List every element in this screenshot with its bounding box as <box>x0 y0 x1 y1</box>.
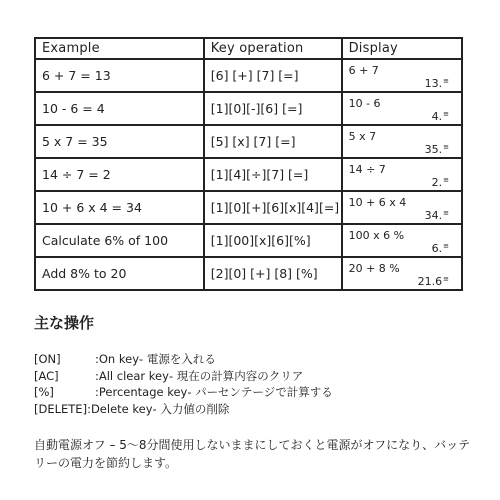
display-equal-mark: ≡ <box>443 275 449 283</box>
display-result <box>425 143 449 156</box>
list-item <box>34 351 333 368</box>
key-description: - 入力値の削除 <box>152 401 230 416</box>
display-result <box>425 77 449 90</box>
display-result <box>432 242 449 255</box>
header-example: Example <box>35 38 204 59</box>
display-equal-mark: ≡ <box>443 110 449 118</box>
example-cell: 10 - 6 = 4 <box>35 92 204 125</box>
display-cell <box>342 59 462 92</box>
key-title: On key <box>98 352 140 366</box>
example-cell: 14 ÷ 7 = 2 <box>35 158 204 191</box>
display-result-value: 13. <box>424 77 443 90</box>
display-input: 20 + 8 % <box>348 262 400 275</box>
table-row <box>35 158 462 191</box>
display-input: 10 - 6 <box>348 97 381 110</box>
table-row <box>35 257 462 290</box>
display-input: 5 x 7 <box>348 130 377 143</box>
table-row <box>35 92 462 125</box>
example-cell: 6 + 7 = 13 <box>35 59 204 92</box>
list-item <box>34 384 333 401</box>
key-operation-cell: [1][00][x][6][%] <box>204 224 342 257</box>
key-description: - 現在の計算内容のクリア <box>168 368 304 383</box>
key-label: [%] <box>34 385 54 399</box>
main-operations-heading: 主な操作 <box>34 314 95 332</box>
key-operation-cell: [1][0][+][6][x][4][=] <box>204 191 342 224</box>
display-equal-mark: ≡ <box>443 242 449 250</box>
example-cell: Add 8% to 20 <box>35 257 204 290</box>
key-label: [ON] <box>34 352 61 366</box>
display-cell <box>342 92 462 125</box>
display-cell <box>342 125 462 158</box>
display-input: 100 x 6 % <box>348 229 405 242</box>
display-result-value: 34. <box>424 209 443 222</box>
display-result <box>418 275 449 288</box>
key-operation-cell: [1][4][÷][7] [=] <box>204 158 342 191</box>
key-operation-cell: [1][0][-][6] [=] <box>204 92 342 125</box>
display-result-value: 21.6 <box>417 275 443 288</box>
key-separator: : <box>95 368 99 383</box>
key-operation-cell: [5] [x] [7] [=] <box>204 125 342 158</box>
display-input: 14 ÷ 7 <box>348 163 386 176</box>
display-cell <box>342 158 462 191</box>
calculation-examples-table <box>34 37 463 291</box>
display-equal-mark: ≡ <box>443 77 449 85</box>
key-separator: : <box>95 352 99 366</box>
header-key-operation: Key operation <box>204 38 342 59</box>
example-cell: 5 x 7 = 35 <box>35 125 204 158</box>
display-equal-mark: ≡ <box>443 209 449 217</box>
table-header-row <box>35 38 462 59</box>
table-row <box>35 59 462 92</box>
display-equal-mark: ≡ <box>443 176 449 184</box>
key-operation-cell: [2][0] [+] [8] [%] <box>204 257 342 290</box>
table-row <box>35 191 462 224</box>
header-display: Display <box>342 38 462 59</box>
display-result <box>432 176 449 189</box>
display-result-value: 35. <box>424 143 443 156</box>
key-separator: : <box>87 401 91 416</box>
key-title: Delete key <box>90 401 153 416</box>
display-input: 10 + 6 x 4 <box>348 196 407 209</box>
display-result-value: 6. <box>431 242 443 255</box>
display-result <box>432 110 449 123</box>
example-cell: 10 + 6 x 4 = 34 <box>35 191 204 224</box>
list-item <box>34 368 333 385</box>
key-label: [AC] <box>34 368 59 383</box>
display-result-value: 2. <box>431 176 443 189</box>
display-equal-mark: ≡ <box>443 143 449 151</box>
display-result <box>425 209 449 222</box>
display-cell <box>342 191 462 224</box>
display-cell <box>342 224 462 257</box>
display-result-value: 4. <box>431 110 443 123</box>
key-description: - パーセンテージで計算する <box>187 385 333 399</box>
key-title: Percentage key <box>98 385 188 399</box>
auto-power-off-note: 自動電源オフ – 5〜8分間使用しないままにしておくと電源がオフになり、バッテリーの電力を節約します。 <box>34 438 471 470</box>
table-row <box>35 125 462 158</box>
key-description: - 電源を入れる <box>139 352 216 366</box>
table-row <box>35 224 462 257</box>
key-operation-cell: [6] [+] [7] [=] <box>204 59 342 92</box>
key-separator: : <box>95 385 99 399</box>
example-cell: Calculate 6% of 100 <box>35 224 204 257</box>
key-title: All clear key <box>98 368 169 383</box>
display-input: 6 + 7 <box>348 64 379 77</box>
list-item <box>34 401 333 418</box>
display-cell <box>342 257 462 290</box>
key-descriptions <box>34 351 333 417</box>
key-label: [DELETE] <box>34 401 88 416</box>
